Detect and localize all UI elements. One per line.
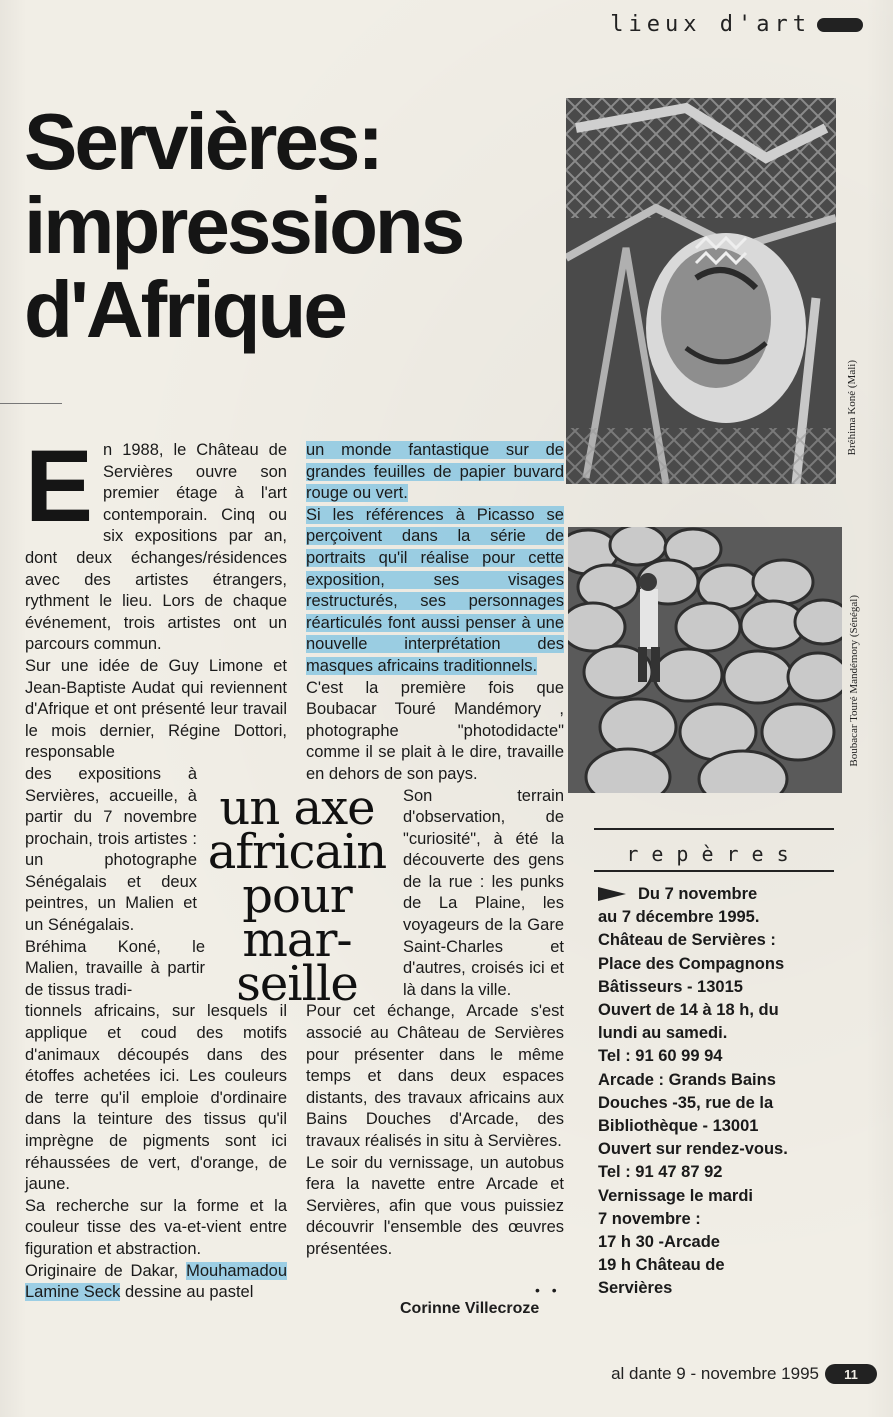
- photo-barrels: [568, 527, 842, 793]
- textile-artwork-image: [566, 98, 836, 484]
- end-dots: • •: [535, 1282, 561, 1298]
- reperes-top-rule: [594, 828, 834, 830]
- col1-paragraph-1: n 1988, le Château de Servières ouvre son premier étage à l'art contemporain. Cinq ou six expositions par an, dont deux échanges/résidences avec des artistes étrangers, rythment le lieu. Lors de chaque événement, trois artistes ont un parcours commun.: [25, 441, 287, 654]
- col2-paragraph-4: Pour cet échange, Arcade s'est associé au Château de Servières pour présenter dans le même temps et dans deux espaces distants, des travaux africains aux Bains Douches d'Arcade, des travaux réalisés in situ à Servières.: [306, 1002, 564, 1150]
- author-signature: Corinne Villecroze: [400, 1300, 540, 1317]
- col1-paragraph-3a: Bréhima Koné, le Malien, travaille à partir de tissus tradi-: [25, 937, 205, 999]
- page-number: 11: [825, 1364, 877, 1384]
- reperes-line: au 7 décembre 1995.: [598, 908, 760, 927]
- page-footer: [611, 1364, 877, 1384]
- col2-paragraph-1: [306, 440, 564, 505]
- photo-credit-2: Boubacar Touré Mandémory (Sénégal): [848, 595, 860, 767]
- pill-marker-icon: [817, 18, 863, 32]
- divider: [0, 403, 62, 404]
- pullquote-line-1: un axe: [219, 780, 375, 836]
- reperes-line: Vernissage le mardi: [598, 1186, 754, 1205]
- article-title: [24, 97, 544, 354]
- highlighted-passage-2: Si les références à Picasso se perçoivent dans la série de portraits qu'il réalise pour cette exposition, ses visages restructurés, ses personnages réarticulés font aussi penser à une nouvelle interprétation des masques africains traditionnels.: [306, 505, 564, 675]
- photo-credit-1: Bréhima Koné (Mali): [846, 360, 858, 456]
- reperes-line: Ouvert sur rendez-vous.: [598, 1140, 788, 1159]
- reperes-title: repères: [626, 842, 802, 866]
- reperes-line: Arcade : Grands Bains: [598, 1070, 776, 1089]
- drop-cap: E: [25, 429, 94, 543]
- pullquote-line-2: africain: [207, 824, 387, 880]
- reperes-line: [598, 883, 846, 906]
- reperes-line: 19 h Château de: [598, 1256, 725, 1275]
- col2-paragraph-2: [306, 505, 564, 678]
- reperes-line: Douches -35, rue de la: [598, 1093, 774, 1112]
- pullquote-line-4: mar-: [242, 912, 352, 968]
- reperes-line: Tel : 91 60 99 94: [598, 1047, 723, 1066]
- title-line-1: Servières:: [24, 97, 381, 186]
- highlighted-artist-name: Mouhamadou Lamine Seck: [25, 1261, 287, 1302]
- reperes-line: 7 novembre :: [598, 1209, 701, 1228]
- reperes-bottom-rule: [594, 870, 834, 872]
- section-header: [610, 12, 863, 37]
- col1-paragraph-4: Sa recherche sur la forme et la couleur tisse des va-et-vient entre figuration et abstraction.: [25, 1196, 287, 1258]
- col1-paragraph-5: [25, 1261, 287, 1304]
- reperes-line: Place des Compagnons: [598, 954, 785, 973]
- highlighted-passage-1: un monde fantastique sur de grandes feuilles de papier buvard rouge ou vert.: [306, 441, 564, 503]
- col2-paragraph-3b: Son terrain d'observation, de "curiosité", à été la découverte des gens de la rue : les punks de La Plaine, les voyageurs de la Gare Saint-Charles et d'autres, croisés ici et là dans la ville.: [403, 786, 564, 999]
- col2-paragraph-5: Le soir du vernissage, un autobus fera la navette entre Arcade et Servières, afin que vous puissiez découvrir l'ensemble des œuvres présentées.: [306, 1153, 564, 1258]
- reperes-line: Bâtisseurs - 13015: [598, 977, 743, 996]
- barrels-photo-image: [568, 527, 842, 793]
- title-line-2: impressions: [24, 181, 463, 270]
- col1-paragraph-2b: des expositions à Servières, accueille, à partir du 7 novembre prochain, trois artistes : un photographe Sénégalais et deux peintres, un Malien et un Sénégalais.: [25, 764, 197, 935]
- reperes-line: 17 h 30 -Arcade: [598, 1233, 720, 1252]
- reperes-line: Tel : 91 47 87 92: [598, 1163, 723, 1182]
- reperes-line: Servières: [598, 1279, 673, 1298]
- pullquote-line-3: pour: [242, 868, 352, 924]
- section-label: lieux d'art: [610, 12, 811, 37]
- reperes-line: Bibliothèque - 13001: [598, 1117, 759, 1136]
- col1-paragraph-2a: Sur une idée de Guy Limone et Jean-Baptiste Audat qui reviennent d'Afrique et ont présenté leur travail le mois dernier, Régine Dottori, responsable: [25, 656, 287, 762]
- reperes-line: Ouvert de 14 à 18 h, du: [598, 1001, 779, 1020]
- pullquote-line-5: seille: [236, 956, 358, 1012]
- issue-info: al dante 9 - novembre 1995: [611, 1364, 819, 1383]
- reperes-line: lundi au samedi.: [598, 1024, 728, 1043]
- photo-textile-artwork: [566, 98, 836, 484]
- arrow-right-icon: [598, 887, 626, 901]
- reperes-info: [598, 883, 846, 1301]
- col1-paragraph-3b: tionnels africains, sur lesquels il applique et coud des motifs d'animaux découpés dans des étoffes achetées ici. Les couleurs de terre qu'il emploie d'ordinaire dans la teinture des tissus qu'il imprègne de pigments sont ici réhaussées de vert, d'orange, de jaune.: [25, 1002, 287, 1194]
- title-line-3: d'Afrique: [24, 265, 345, 354]
- col1-p5-text: Originaire de Dakar,: [25, 1261, 187, 1280]
- col1-p5-tail: dessine au pastel: [120, 1283, 254, 1302]
- reperes-line: Château de Servières :: [598, 931, 776, 950]
- pull-quote: [192, 780, 402, 1012]
- col2-paragraph-3a: C'est la première fois que Boubacar Touré Mandémory , photographe "photodidacte" comme il se plait à le dire, travaille en dehors de son pays.: [306, 678, 564, 783]
- reperes-line-text: Du 7 novembre: [638, 885, 758, 903]
